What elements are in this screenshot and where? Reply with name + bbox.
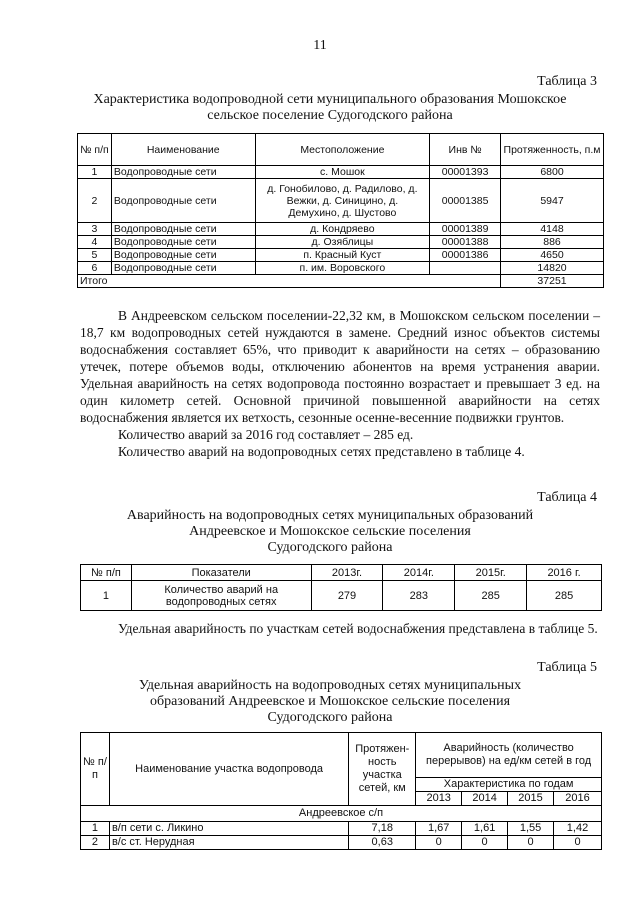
table-row — [78, 179, 604, 223]
table3 — [77, 133, 604, 288]
cell-name: Водопроводные сети — [111, 179, 255, 223]
paragraph-3: Количество аварий на водопроводных сетях представлено в таблице 4. — [118, 444, 525, 459]
cell-name: Водопроводные сети — [111, 249, 255, 262]
cell-2016: 285 — [527, 581, 602, 611]
table5-section: Андреевское с/п — [81, 806, 602, 822]
cell-location: д. Озяблицы — [255, 236, 430, 249]
cell-name: Водопроводные сети — [111, 236, 255, 249]
cell-num: 1 — [78, 166, 112, 179]
cell-2014: 283 — [383, 581, 455, 611]
table5 — [80, 732, 602, 850]
cell-2016: 0 — [554, 836, 602, 850]
table-row — [78, 236, 604, 249]
cell-num: 4 — [78, 236, 112, 249]
table-total-row — [78, 275, 604, 288]
cell-num: 3 — [78, 223, 112, 236]
cell-2016: 1,42 — [554, 822, 602, 836]
cell-num: 5 — [78, 249, 112, 262]
cell-length: 6800 — [501, 166, 604, 179]
cell-location: с. Мошок — [255, 166, 430, 179]
table5-title: Удельная аварийность на водопроводных сетях муниципальных образований Андреевское и Мошокское сельские поселения Судогодского района — [138, 678, 522, 725]
table-row — [81, 822, 602, 836]
table5-year-2015: 2015 — [508, 792, 554, 806]
table-row — [81, 581, 602, 611]
cell-num: 6 — [78, 262, 112, 275]
table3-header-num: № п/п — [78, 134, 112, 166]
cell-inv: 00001385 — [430, 179, 501, 223]
cell-name: Водопроводные сети — [111, 166, 255, 179]
cell-length: 886 — [501, 236, 604, 249]
paragraph-1: В Андреевском сельском поселении-22,32 км, в Мошокском сельском поселении – 18,7 км водопроводных сетей нуждаются в замене. Средний износ объектов системы водоснабжения составляет 65%, что приводит к аварийности на сетях – образованию утечек, потере объемов воды, отключению абонентов на время устранения аварии. Удельная аварийность на сетях водопровода постоянно возрастает и превышает 3 ед. на один километр сетей. Основной причиной повышенной аварийности на сетях водоснабжения является их ветхость, сезонные осенне-весенние подвижки грунтов. — [80, 308, 600, 425]
table4-header-2014: 2014г. — [383, 565, 455, 581]
table3-label: Таблица 3 — [537, 74, 597, 89]
table-row — [78, 223, 604, 236]
cell-length: 7,18 — [349, 822, 416, 836]
table-row — [78, 262, 604, 275]
cell-inv: 00001386 — [430, 249, 501, 262]
table4-header-2015: 2015г. — [455, 565, 527, 581]
table5-label: Таблица 5 — [537, 660, 597, 675]
cell-2015: 1,55 — [508, 822, 554, 836]
table4-header-num: № п/п — [81, 565, 132, 581]
table3-header-length: Протяженность, п.м — [501, 134, 604, 166]
table-row — [81, 836, 602, 850]
cell-num: 2 — [81, 836, 110, 850]
cell-location: д. Кондряево — [255, 223, 430, 236]
table5-header-num: № п/п — [81, 733, 110, 806]
table5-year-2013: 2013 — [416, 792, 462, 806]
table3-header-inv: Инв № — [430, 134, 501, 166]
cell-num: 1 — [81, 581, 132, 611]
table4 — [80, 564, 602, 611]
cell-2015: 285 — [455, 581, 527, 611]
page-number: 11 — [313, 38, 327, 53]
table-row — [78, 249, 604, 262]
cell-length: 0,63 — [349, 836, 416, 850]
table3-title: Характеристика водопроводной сети муниципального образования Мошокское сельское поселение Судогодского района — [93, 92, 567, 123]
cell-name: в/п сети с. Ликино — [109, 822, 348, 836]
cell-location: п. им. Воровского — [255, 262, 430, 275]
table5-year-2016: 2016 — [554, 792, 602, 806]
cell-num: 1 — [81, 822, 110, 836]
cell-length: 4148 — [501, 223, 604, 236]
cell-2015: 0 — [508, 836, 554, 850]
cell-inv: 00001393 — [430, 166, 501, 179]
cell-indicator: Количество аварий на водопроводных сетях — [131, 581, 311, 611]
paragraph-2: Количество аварий за 2016 год составляет – 285 ед. — [118, 427, 414, 442]
cell-inv: 00001389 — [430, 223, 501, 236]
cell-inv: 00001388 — [430, 236, 501, 249]
cell-location: п. Красный Куст — [255, 249, 430, 262]
cell-inv — [430, 262, 501, 275]
table5-header-name: Наименование участка водопровода — [109, 733, 348, 806]
table-row — [78, 166, 604, 179]
table3-header-name: Наименование — [111, 134, 255, 166]
table4-label: Таблица 4 — [537, 490, 597, 505]
cell-2014: 0 — [462, 836, 508, 850]
cell-num: 2 — [78, 179, 112, 223]
table4-title: Аварийность на водопроводных сетях муниципальных образований Андреевское и Мошокское сельские поселения Судогодского района — [126, 508, 534, 555]
cell-name: Водопроводные сети — [111, 223, 255, 236]
total-value: 37251 — [501, 275, 604, 288]
cell-length: 14820 — [501, 262, 604, 275]
cell-location: д. Гонобилово, д. Радилово, д. Вежки, д. Синицино, д. Демухино, д. Шустово — [255, 179, 430, 223]
total-label: Итого — [78, 275, 501, 288]
body-text — [80, 307, 600, 460]
paragraph-4: Удельная аварийность по участкам сетей водоснабжения представлена в таблице 5. — [118, 621, 598, 636]
cell-name: в/с ст. Нерудная — [109, 836, 348, 850]
table4-header-2016: 2016 г. — [527, 565, 602, 581]
cell-name: Водопроводные сети — [111, 262, 255, 275]
cell-2013: 1,67 — [416, 822, 462, 836]
table5-header-accidents: Аварийность (количество перерывов) на ед/км сетей в год — [416, 733, 602, 778]
table5-header-char: Характеристика по годам — [416, 778, 602, 792]
table5-year-2014: 2014 — [462, 792, 508, 806]
cell-length: 5947 — [501, 179, 604, 223]
table5-header-length: Протяжен-ность участка сетей, км — [349, 733, 416, 806]
cell-2013: 0 — [416, 836, 462, 850]
body-text-2 — [80, 620, 600, 637]
table4-header-2013: 2013г. — [311, 565, 383, 581]
cell-length: 4650 — [501, 249, 604, 262]
table3-header-location: Местоположение — [255, 134, 430, 166]
table4-header-indicator: Показатели — [131, 565, 311, 581]
cell-2014: 1,61 — [462, 822, 508, 836]
cell-2013: 279 — [311, 581, 383, 611]
